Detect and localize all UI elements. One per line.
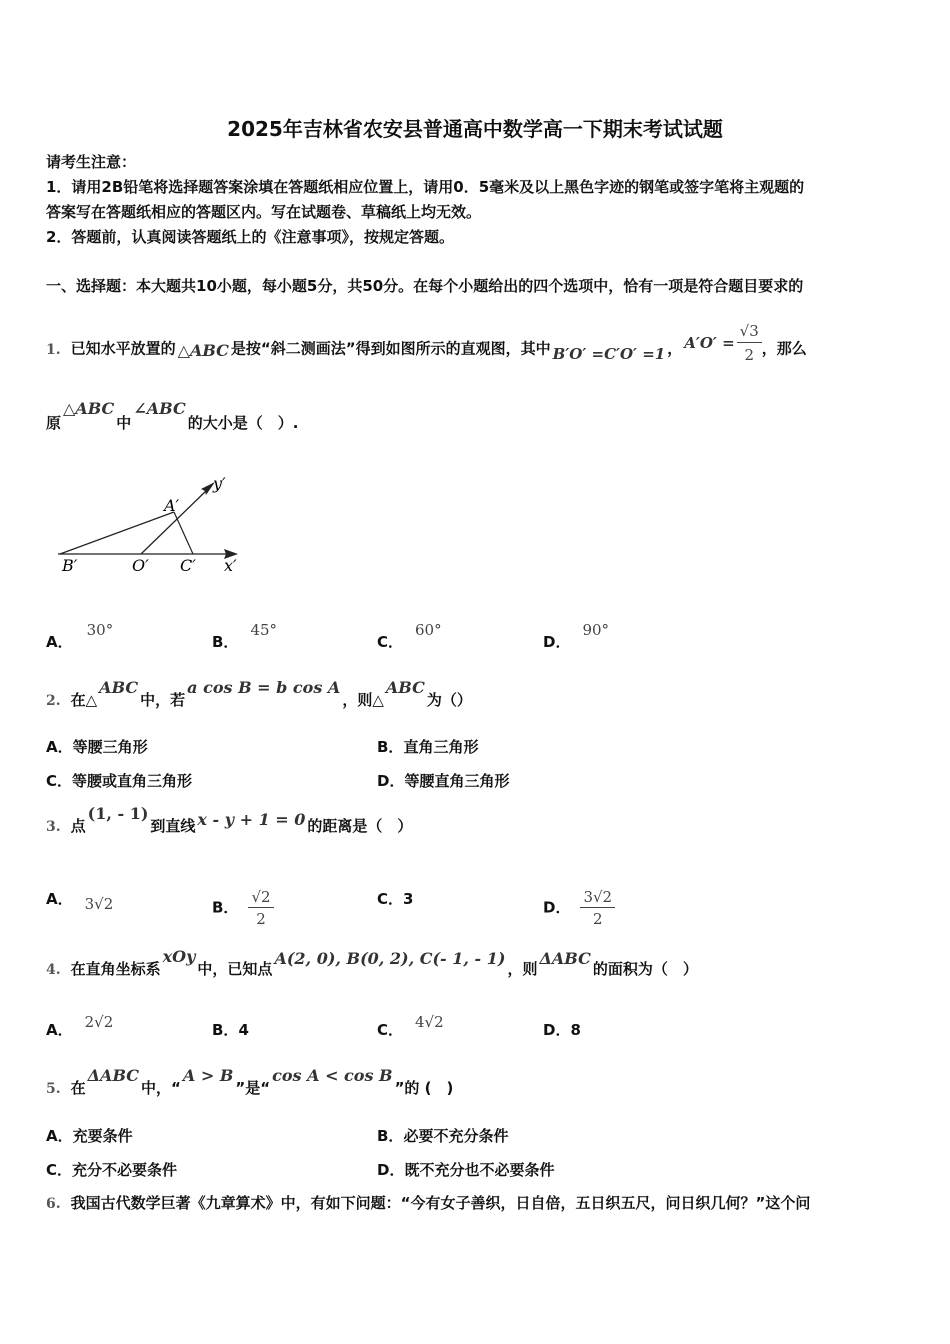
math-expr: A′O′ = — [684, 333, 735, 352]
question-number: 3. — [46, 819, 61, 835]
option-d[interactable]: D．8 — [543, 1021, 581, 1039]
label-c: C′ — [180, 556, 196, 575]
notice-item-1-cont: 答案写在答题纸相应的答题区内。写在试题卷、草稿纸上均无效。 — [46, 203, 482, 221]
option-c[interactable]: C．60° — [377, 621, 442, 651]
math-expr: B′O′ =C′O′ =1 — [552, 344, 666, 363]
option-b[interactable]: B．4 — [212, 1021, 249, 1039]
page-title: 2025年吉林省农安县普通高中数学高一下期末考试试题 — [227, 117, 723, 141]
question-6: 6. 我国古代数学巨著《九章算术》中，有如下问题：“今有女子善织，日自倍，五日织五尺，问日织几何？”这个问 — [46, 1194, 811, 1212]
question-1-cont: 原△ABC中∠ABC的大小是（ ）. — [46, 399, 299, 432]
option-c[interactable]: C．3 — [377, 890, 414, 908]
option-a[interactable]: A． 2√2 — [46, 1013, 114, 1039]
label-b: B′ — [62, 556, 78, 575]
option-b[interactable]: B． $\frac{√2}{2}$ — [212, 888, 274, 928]
section-heading: 一、选择题：本大题共10小题，每小题5分，共50分。在每个小题给出的四个选项中，恰有一项是符合题目要求的 — [46, 277, 804, 295]
math-expr: ABC — [385, 678, 425, 697]
math-fraction: $\frac{√2}{2}$ — [248, 888, 273, 928]
option-d[interactable]: D． $\frac{3√2}{2}$ — [543, 888, 615, 928]
question-number: 6. — [46, 1196, 61, 1212]
option-b[interactable]: B．直角三角形 — [377, 738, 479, 756]
question-number: 4. — [46, 962, 61, 978]
option-a[interactable]: A． 3√2 — [46, 890, 114, 913]
option-a[interactable]: A．充要条件 — [46, 1127, 133, 1145]
notice-heading: 请考生注意： — [46, 153, 137, 171]
math-expr: ∠ABC — [133, 399, 186, 418]
question-3: 3. 点(1, - 1)到直线 x - y + 1 = 0 的距离是（ ） — [46, 804, 413, 835]
label-o: O′ — [132, 556, 149, 575]
math-expr: ABC — [99, 678, 139, 697]
option-c[interactable]: C．充分不必要条件 — [46, 1161, 178, 1179]
option-b[interactable]: B．必要不充分条件 — [377, 1127, 509, 1145]
option-d[interactable]: D．等腰直角三角形 — [377, 772, 510, 790]
question-number: 5. — [46, 1081, 61, 1097]
oblique-diagram — [46, 465, 256, 585]
math-fraction: $\frac{3√2}{2}$ — [580, 888, 615, 928]
label-y: y′ — [213, 474, 226, 493]
option-d[interactable]: D．既不充分也不必要条件 — [377, 1161, 555, 1179]
math-expr: ΔABC — [87, 1066, 140, 1085]
math-expr: △ABC — [177, 340, 229, 360]
option-b[interactable]: B．45° — [212, 621, 278, 651]
segment-ac — [174, 512, 193, 554]
question-5: 5. 在ΔABC中，“A > B”是“cos A < cos B”的 ( ) — [46, 1066, 454, 1097]
question-4: 4. 在直角坐标系xOy中，已知点A(2, 0), B(0, 2), C(- 1, - 1)，则ΔABC的面积为（ ） — [46, 947, 698, 978]
question-number: 1. — [46, 341, 61, 358]
math-expr: A > B — [182, 1066, 234, 1085]
option-a[interactable]: A．30° — [46, 621, 114, 651]
label-x: x′ — [224, 556, 237, 575]
math-expr: x - y + 1 = 0 — [197, 810, 306, 829]
notice-item-1: 1．请用2B铅笔将选择题答案涂填在答题纸相应位置上，请用0．5毫米及以上黑色字迹的钢笔或签字笔将主观题的 — [46, 178, 805, 196]
option-a[interactable]: A．等腰三角形 — [46, 738, 148, 756]
option-c[interactable]: C．等腰或直角三角形 — [46, 772, 193, 790]
segment-ba — [60, 512, 174, 554]
math-expr: a cos B = b cos A — [187, 678, 341, 697]
math-expr: (1, - 1) — [87, 804, 149, 823]
math-fraction: $\frac{√3}{2}$ — [737, 321, 762, 365]
math-expr: xOy — [162, 947, 196, 966]
math-expr: cos A < cos B — [272, 1066, 393, 1085]
math-expr: ΔABC — [539, 949, 591, 968]
question-2: 2. 在△ABC中，若a cos B = b cos A，则△ABC为（） — [46, 678, 472, 709]
math-expr: △ABC — [63, 399, 115, 418]
option-d[interactable]: D．90° — [543, 621, 610, 651]
label-a: A′ — [164, 496, 180, 515]
option-c[interactable]: C． 4√2 — [377, 1013, 444, 1039]
question-1: 1. 已知水平放置的 △ABC 是按“斜二测画法”得到如图所示的直观图，其中 B′O′ =C′O′ =1 ， A′O′ = $\frac{√3}{2}$ ，那么 — [46, 322, 807, 364]
math-expr: A(2, 0), B(0, 2), C(- 1, - 1) — [274, 949, 506, 968]
notice-item-2: 2．答题前，认真阅读答题纸上的《注意事项》，按规定答题。 — [46, 228, 454, 246]
question-number: 2. — [46, 693, 61, 709]
